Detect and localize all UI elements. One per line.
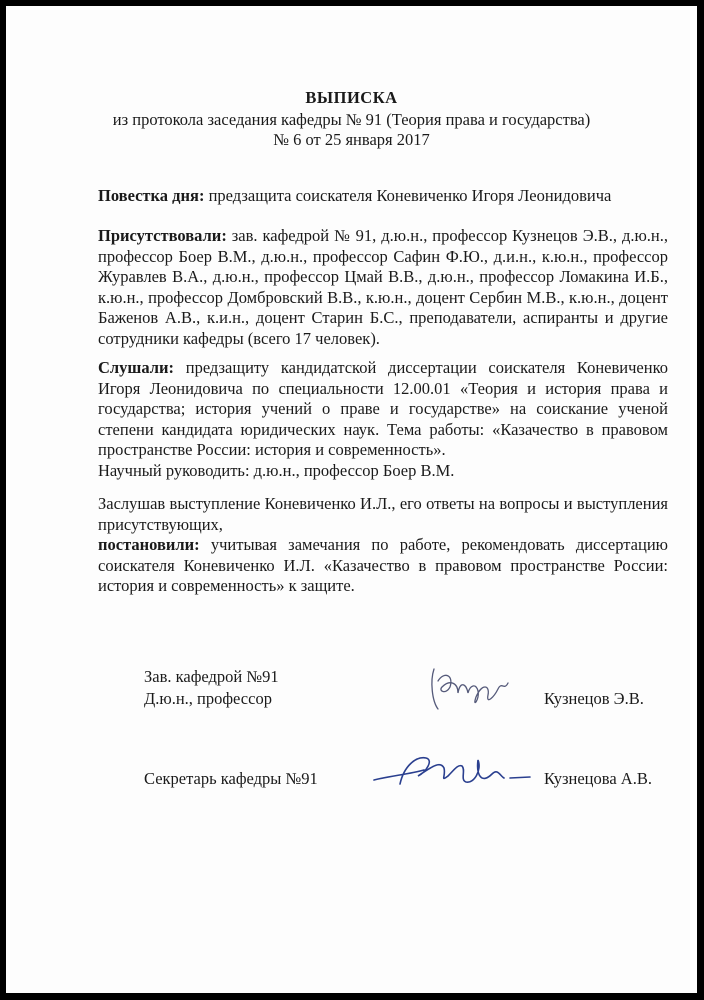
heard-paragraph	[98, 358, 668, 461]
agenda-label: Повестка дня:	[98, 186, 205, 205]
head-position-line-2: Д.ю.н., профессор	[144, 689, 272, 708]
secretary-signature	[370, 746, 540, 796]
decision-text: учитывая замечания по работе, рекомендовать диссертацию соискателя Коневиченко И.Л. «Казачество в правовом пространстве России: история и современность» к защите.	[98, 535, 668, 595]
head-signature	[424, 661, 534, 721]
document-page	[6, 6, 697, 993]
decision-label: постановили:	[98, 535, 200, 554]
protocol-number: № 6 от 25 января 2017	[273, 130, 430, 149]
heard-label: Слушали:	[98, 358, 175, 377]
document-title: ВЫПИСКА	[305, 88, 398, 107]
secretary-name: Кузнецова А.В.	[544, 769, 652, 788]
agenda-paragraph	[98, 186, 668, 207]
head-position-line-1: Зав. кафедрой №91	[144, 667, 279, 686]
heard-section	[98, 358, 668, 481]
decision-paragraph	[98, 535, 668, 597]
advisor-line: Научный руководить: д.ю.н., профессор Боер В.М.	[98, 460, 455, 480]
attendees-paragraph	[98, 226, 668, 349]
head-name: Кузнецов Э.В.	[544, 689, 644, 708]
decision-intro: Заслушав выступление Коневиченко И.Л., его ответы на вопросы и выступления присутствующих,	[98, 494, 668, 534]
heard-text: предзащиту кандидатской диссертации соискателя Коневиченко Игоря Леонидовича по специальности 12.00.01 «Теория и история права и государства; история учений о праве и государстве» на соискание ученой степени кандидата юридических наук. Тема работы: «Казачество в правовом пространстве России: история и современность».	[98, 358, 668, 459]
decision-section	[98, 494, 668, 597]
attendees-text: зав. кафедрой № 91, д.ю.н., профессор Кузнецов Э.В., д.ю.н., профессор Боер В.М., д.ю.н., профессор Сафин Ф.Ю., д.и.н., к.ю.н., профессор Журавлев В.А., д.ю.н., профессор Цмай В.В., д.ю.н., профессор Ломакина И.Б., к.ю.н., профессор Домбровский В.В., к.ю.н., доцент Сербин М.В., к.ю.н., доцент Баженов А.В., к.и.н., доцент Старин Б.С., преподаватели, аспиранты и другие сотрудники кафедры (всего 17 человек).	[98, 226, 668, 348]
agenda-text: предзащита соискателя Коневиченко Игоря Леонидовича	[204, 186, 612, 205]
document-subtitle: из протокола заседания кафедры № 91 (Теория права и государства)	[112, 110, 591, 129]
secretary-position: Секретарь кафедры №91	[144, 769, 318, 788]
attendees-label: Присутствовали:	[98, 226, 227, 245]
